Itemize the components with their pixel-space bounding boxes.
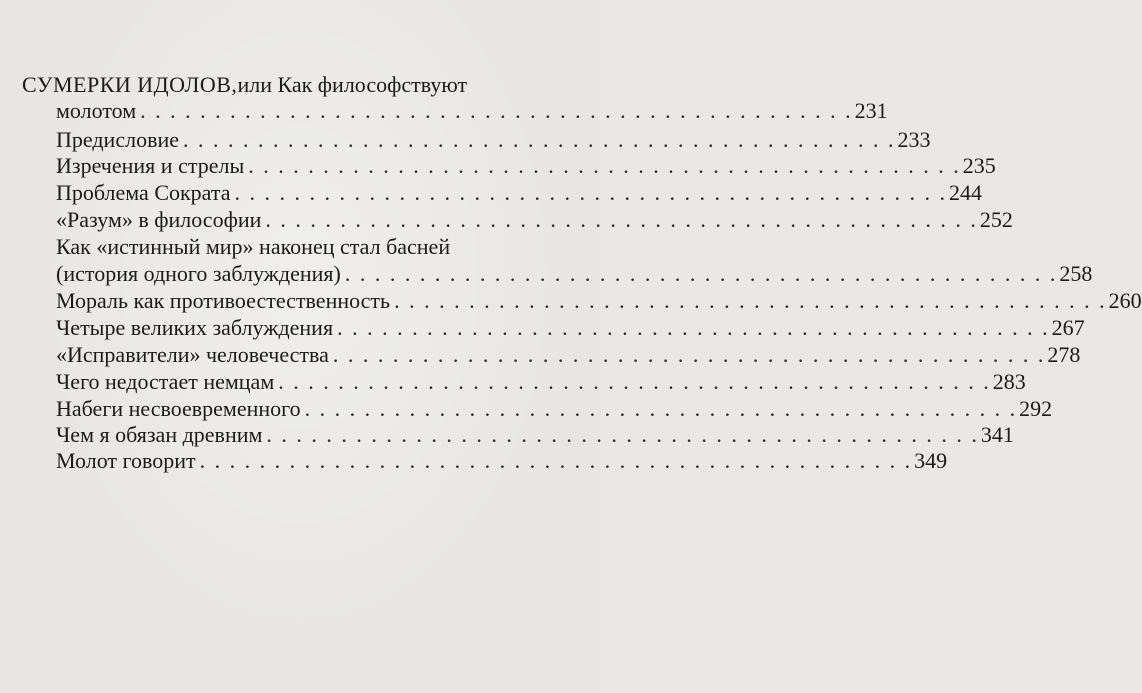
toc-main-page: 231 <box>854 98 888 123</box>
toc-main-title-line <box>22 72 542 98</box>
dot-leader: . . . . . . . . . . . . . . . . . . . . . . . . . . . . . . . . . . . . . . . . . . . . . . . . <box>332 342 1046 367</box>
toc-entry-title: (история одного заблуждения) <box>56 261 341 286</box>
toc-entry <box>56 234 542 260</box>
toc-entry-title: Чего недостает немцам <box>56 369 275 394</box>
toc-entry-title: Набеги несвоевременного <box>56 396 301 421</box>
dot-leader: . . . . . . . . . . . . . . . . . . . . . . . . . . . . . . . . . . . . . . . . . . . . . . . . <box>266 422 979 447</box>
toc-entry-page: 283 <box>992 369 1026 394</box>
toc-entry-title: Предисловие <box>56 127 179 152</box>
toc-entry-page: 235 <box>962 153 996 178</box>
toc-entry-page: 278 <box>1047 342 1081 367</box>
toc-entry <box>56 288 1142 314</box>
dot-leader: . . . . . . . . . . . . . . . . . . . . . . . . . . . . . . . . . . . . . . . . . . . . . . . . <box>234 180 948 205</box>
toc-main-title-rest: или Как философствуют <box>237 72 468 97</box>
toc-entry-page: 233 <box>897 127 931 152</box>
dot-leader: . . . . . . . . . . . . . . . . . . . . . . . . . . . . . . . . . . . . . . . . . . . . . . . . <box>140 98 853 123</box>
toc-entry-page: 258 <box>1059 261 1093 286</box>
toc-entry <box>56 422 1014 448</box>
toc-main-cont-line <box>56 98 888 124</box>
toc-entry <box>56 180 983 206</box>
toc-entry-page: 267 <box>1051 315 1085 340</box>
dot-leader: . . . . . . . . . . . . . . . . . . . . . . . . . . . . . . . . . . . . . . . . . . . . . . . . <box>183 127 896 152</box>
toc-main-entry <box>22 72 542 98</box>
toc-entry <box>56 315 1085 341</box>
toc-entry-page: 349 <box>914 448 948 473</box>
dot-leader: . . . . . . . . . . . . . . . . . . . . . . . . . . . . . . . . . . . . . . . . . . . . . . . . <box>265 207 978 232</box>
dot-leader: . . . . . . . . . . . . . . . . . . . . . . . . . . . . . . . . . . . . . . . . . . . . . . . . <box>337 315 1050 340</box>
toc-entry <box>56 207 1013 233</box>
toc-entry-page: 260 <box>1108 288 1142 313</box>
toc-entry-title: Четыре великих заблуждения <box>56 315 334 340</box>
toc-entry <box>56 342 1081 368</box>
dot-leader: . . . . . . . . . . . . . . . . . . . . . . . . . . . . . . . . . . . . . . . . . . . . . . . . <box>304 396 1018 421</box>
toc-main-entry-cont <box>56 98 888 124</box>
toc-entry <box>56 448 948 474</box>
toc-entry-title: Проблема Сократа <box>56 180 231 205</box>
toc-entry-title: Как «истинный мир» наконец стал басней <box>56 234 451 259</box>
toc-entry <box>56 261 1093 287</box>
toc-entry-page: 341 <box>980 422 1014 447</box>
toc-entry <box>56 127 931 153</box>
toc-entry <box>56 153 996 179</box>
toc-entry-title: Изречения и стрелы <box>56 153 245 178</box>
dot-leader: . . . . . . . . . . . . . . . . . . . . . . . . . . . . . . . . . . . . . . . . . . . . . . . . <box>278 369 991 394</box>
dot-leader: . . . . . . . . . . . . . . . . . . . . . . . . . . . . . . . . . . . . . . . . . . . . . . . . <box>199 448 913 473</box>
toc-entry-page: 292 <box>1019 396 1053 421</box>
toc-entry <box>56 396 1053 422</box>
dot-leader: . . . . . . . . . . . . . . . . . . . . . . . . . . . . . . . . . . . . . . . . . . . . . . . . <box>394 288 1107 313</box>
toc-main-title-cont: молотом <box>56 98 137 123</box>
dot-leader: . . . . . . . . . . . . . . . . . . . . . . . . . . . . . . . . . . . . . . . . . . . . . . . . <box>248 153 961 178</box>
toc-entry-title: «Разум» в философии <box>56 207 262 232</box>
toc-entry-title: Чем я обязан древним <box>56 422 263 447</box>
toc-entry-page: 252 <box>979 207 1013 232</box>
toc-entry-page: 244 <box>949 180 983 205</box>
toc-entry-title: Молот говорит <box>56 448 196 473</box>
toc-entry-title: Мораль как противоестественность <box>56 288 391 313</box>
toc-entry-title: «Исправители» человечества <box>56 342 329 367</box>
toc-main-title: СУМЕРКИ ИДОЛОВ, <box>22 72 238 97</box>
toc-entry <box>56 369 1026 395</box>
dot-leader: . . . . . . . . . . . . . . . . . . . . . . . . . . . . . . . . . . . . . . . . . . . . . . . . <box>344 261 1058 286</box>
